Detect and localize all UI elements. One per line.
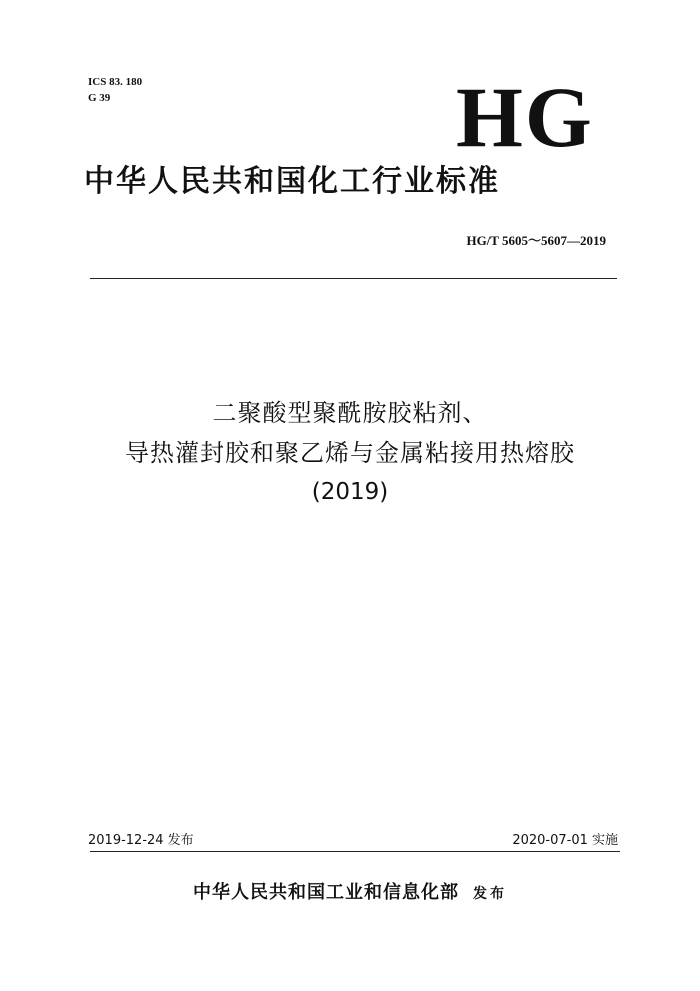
issuer-name: 中华人民共和国工业和信息化部: [193, 882, 459, 903]
hg-logo: HG: [456, 69, 594, 165]
issue-date: 2019-12-24 发布: [88, 833, 194, 848]
standard-number: HG/T 5605～5607—2019: [466, 233, 606, 248]
bottom-divider: [90, 851, 620, 852]
title-line-1: 二聚酸型聚酰胺胶粘剂、: [212, 399, 488, 427]
classification-codes: [88, 74, 142, 106]
title-line-2: 导热灌封胶和聚乙烯与金属粘接用热熔胶: [125, 439, 575, 467]
issuer-suffix: 发布: [473, 886, 507, 902]
issuer: [0, 878, 700, 904]
industry-standard-heading: 中华人民共和国化工行业标准: [84, 164, 500, 199]
ics-code: ICS 83. 180: [88, 76, 143, 88]
top-divider: [90, 278, 617, 279]
ccs-code: G 39: [88, 92, 111, 104]
effective-date: 2020-07-01 实施: [512, 833, 618, 848]
title-year: (2019): [311, 479, 389, 505]
